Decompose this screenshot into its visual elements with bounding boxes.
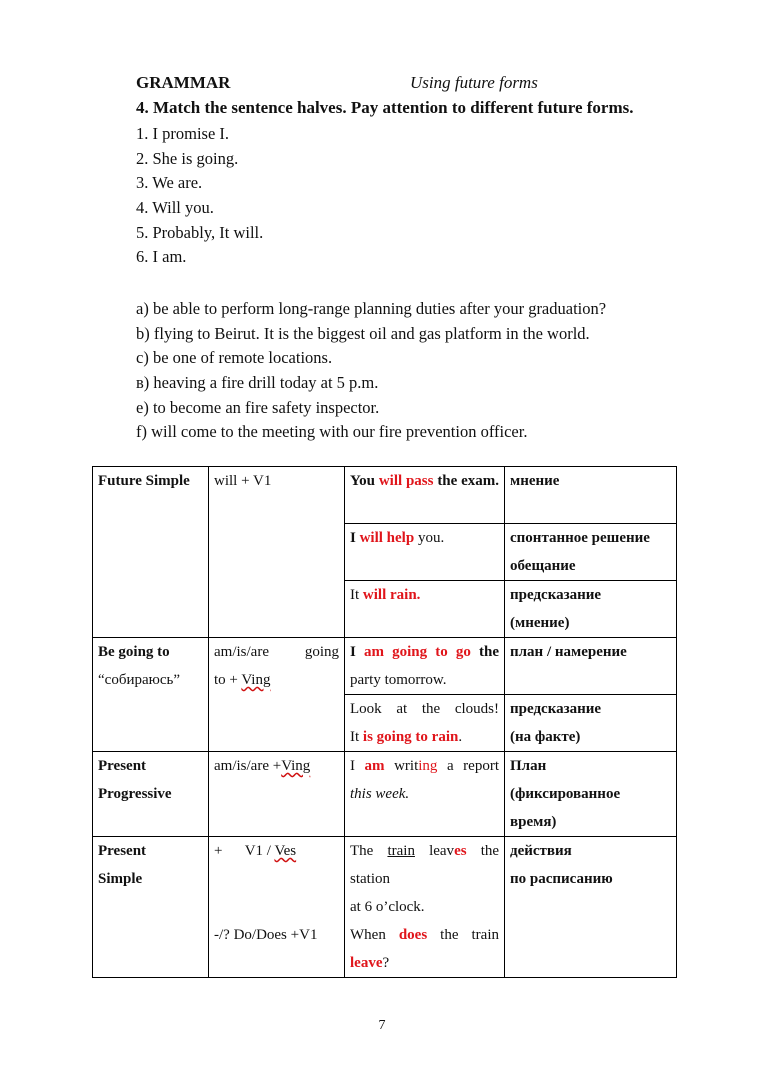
example-highlight: is going to rain — [362, 729, 459, 745]
usage-cell — [505, 837, 677, 978]
formula-cell — [209, 752, 345, 837]
tense-cell — [93, 837, 209, 978]
example-text: this week. — [350, 786, 410, 802]
usage-text: план / намерение — [510, 644, 627, 660]
formula-text: am/is/are + — [214, 758, 282, 774]
tense-cell — [93, 638, 209, 752]
lettered-list — [136, 297, 606, 445]
example-cell — [345, 524, 505, 581]
formula-text: Ving — [241, 672, 271, 688]
example-cell — [345, 837, 505, 978]
table-row — [93, 752, 677, 837]
tense-translation: “собираюсь” — [98, 672, 180, 688]
example-highlight: does — [398, 927, 428, 943]
example-text: It — [350, 587, 360, 603]
example-text: I — [350, 530, 356, 546]
example-text: I — [350, 758, 355, 774]
example-text: train — [387, 843, 415, 859]
formula-text: Ving — [281, 758, 311, 774]
usage-cell — [505, 695, 677, 752]
usage-cell — [505, 752, 677, 837]
formula-text: Ves — [274, 843, 297, 859]
example-cell — [345, 695, 505, 752]
usage-text: План — [510, 758, 547, 774]
list-item: 2. She is going. — [136, 148, 239, 168]
list-item: в) heaving a fire drill today at 5 p.m. — [136, 373, 379, 393]
example-text: party tomorrow. — [350, 672, 447, 688]
example-text: It — [350, 729, 360, 745]
usage-text: (на факте) — [510, 729, 581, 745]
usage-text: мнение — [510, 473, 560, 489]
section-title: GRAMMAR — [136, 73, 231, 92]
example-highlight: leave — [350, 955, 383, 971]
list-item: 5. Probably, It will. — [136, 222, 264, 242]
example-text: ? — [382, 955, 390, 971]
list-item: 6. I am. — [136, 247, 187, 267]
example-text: writ — [394, 758, 419, 774]
usage-text: предсказание — [510, 587, 602, 603]
tense-name: Be going to — [98, 644, 170, 660]
tense-cell — [93, 467, 209, 638]
usage-text: (фиксированное — [510, 786, 621, 802]
example-text: the — [479, 644, 500, 660]
list-item: f) will come to the meeting with our fire prevention officer. — [136, 422, 528, 442]
example-text: the exam. — [437, 473, 500, 489]
example-text: . — [458, 729, 463, 745]
example-highlight: will help — [359, 530, 415, 546]
example-cell — [345, 467, 505, 524]
usage-text: действия — [510, 843, 572, 859]
example-cell — [345, 752, 505, 837]
example-text: you. — [417, 530, 445, 546]
usage-cell — [505, 467, 677, 524]
example-cell — [345, 581, 505, 638]
example-highlight: will pass — [378, 473, 434, 489]
example-text: When — [350, 927, 386, 943]
usage-text: (мнение) — [510, 615, 570, 631]
section-subtitle: Using future forms — [410, 73, 538, 92]
numbered-list — [136, 122, 263, 270]
table-row — [93, 837, 677, 978]
tense-cell — [93, 752, 209, 837]
list-item: e) to become an fire safety inspector. — [136, 397, 380, 417]
example-text: Look at the clouds! — [350, 701, 499, 717]
tense-name: Simple — [98, 871, 143, 887]
example-text: I — [350, 644, 356, 660]
header-line — [136, 73, 538, 93]
task-instruction: 4. Match the sentence halves. Pay attention to different future forms. — [136, 98, 634, 117]
usage-text: обещание — [510, 558, 576, 574]
formula-text: + V1 / — [214, 843, 271, 859]
formula-text: to + — [214, 672, 238, 688]
example-highlight: es — [454, 843, 467, 859]
future-forms-table — [92, 466, 677, 978]
list-item: 4. Will you. — [136, 198, 214, 218]
example-cell — [345, 638, 505, 695]
list-item: 3. We are. — [136, 173, 203, 193]
example-text: the — [480, 843, 500, 859]
usage-cell — [505, 638, 677, 695]
usage-cell — [505, 524, 677, 581]
list-item: b) flying to Beirut. It is the biggest oil and gas platform in the world. — [136, 323, 590, 343]
example-highlight: am going to go — [363, 644, 471, 660]
usage-text: спонтанное решение — [510, 530, 650, 546]
tense-name: Future Simple — [98, 473, 190, 489]
usage-text: по расписанию — [510, 871, 613, 887]
example-text: the train — [440, 927, 499, 943]
list-item: c) be one of remote locations. — [136, 348, 333, 368]
example-highlight: am — [364, 758, 385, 774]
tense-name: Progressive — [98, 786, 172, 802]
formula-cell — [209, 638, 345, 752]
formula-cell — [209, 837, 345, 978]
tense-name: Present — [98, 758, 147, 774]
usage-text: время) — [510, 814, 557, 830]
example-text: leav — [429, 843, 455, 859]
formula-text: -/? Do/Does +V1 — [214, 927, 318, 943]
table-row — [93, 638, 677, 695]
example-text: You — [350, 473, 376, 489]
example-text: at 6 o’clock. — [350, 899, 425, 915]
example-text: a report — [446, 758, 500, 774]
formula-cell — [209, 467, 345, 638]
list-item: a) be able to perform long-range planning duties after your graduation? — [136, 299, 607, 318]
example-highlight: will rain. — [362, 587, 421, 603]
formula-text: am/is/are going — [214, 644, 339, 660]
tense-name: Present — [98, 843, 147, 859]
example-highlight: ing — [418, 758, 438, 774]
usage-cell — [505, 581, 677, 638]
page-number: 7 — [378, 1018, 386, 1033]
example-text: The — [350, 843, 374, 859]
usage-text: предсказание — [510, 701, 602, 717]
example-text: station — [350, 871, 390, 887]
list-item: 1. I promise I. — [136, 124, 230, 143]
formula-text: will + V1 — [214, 473, 272, 489]
table-row — [93, 467, 677, 524]
